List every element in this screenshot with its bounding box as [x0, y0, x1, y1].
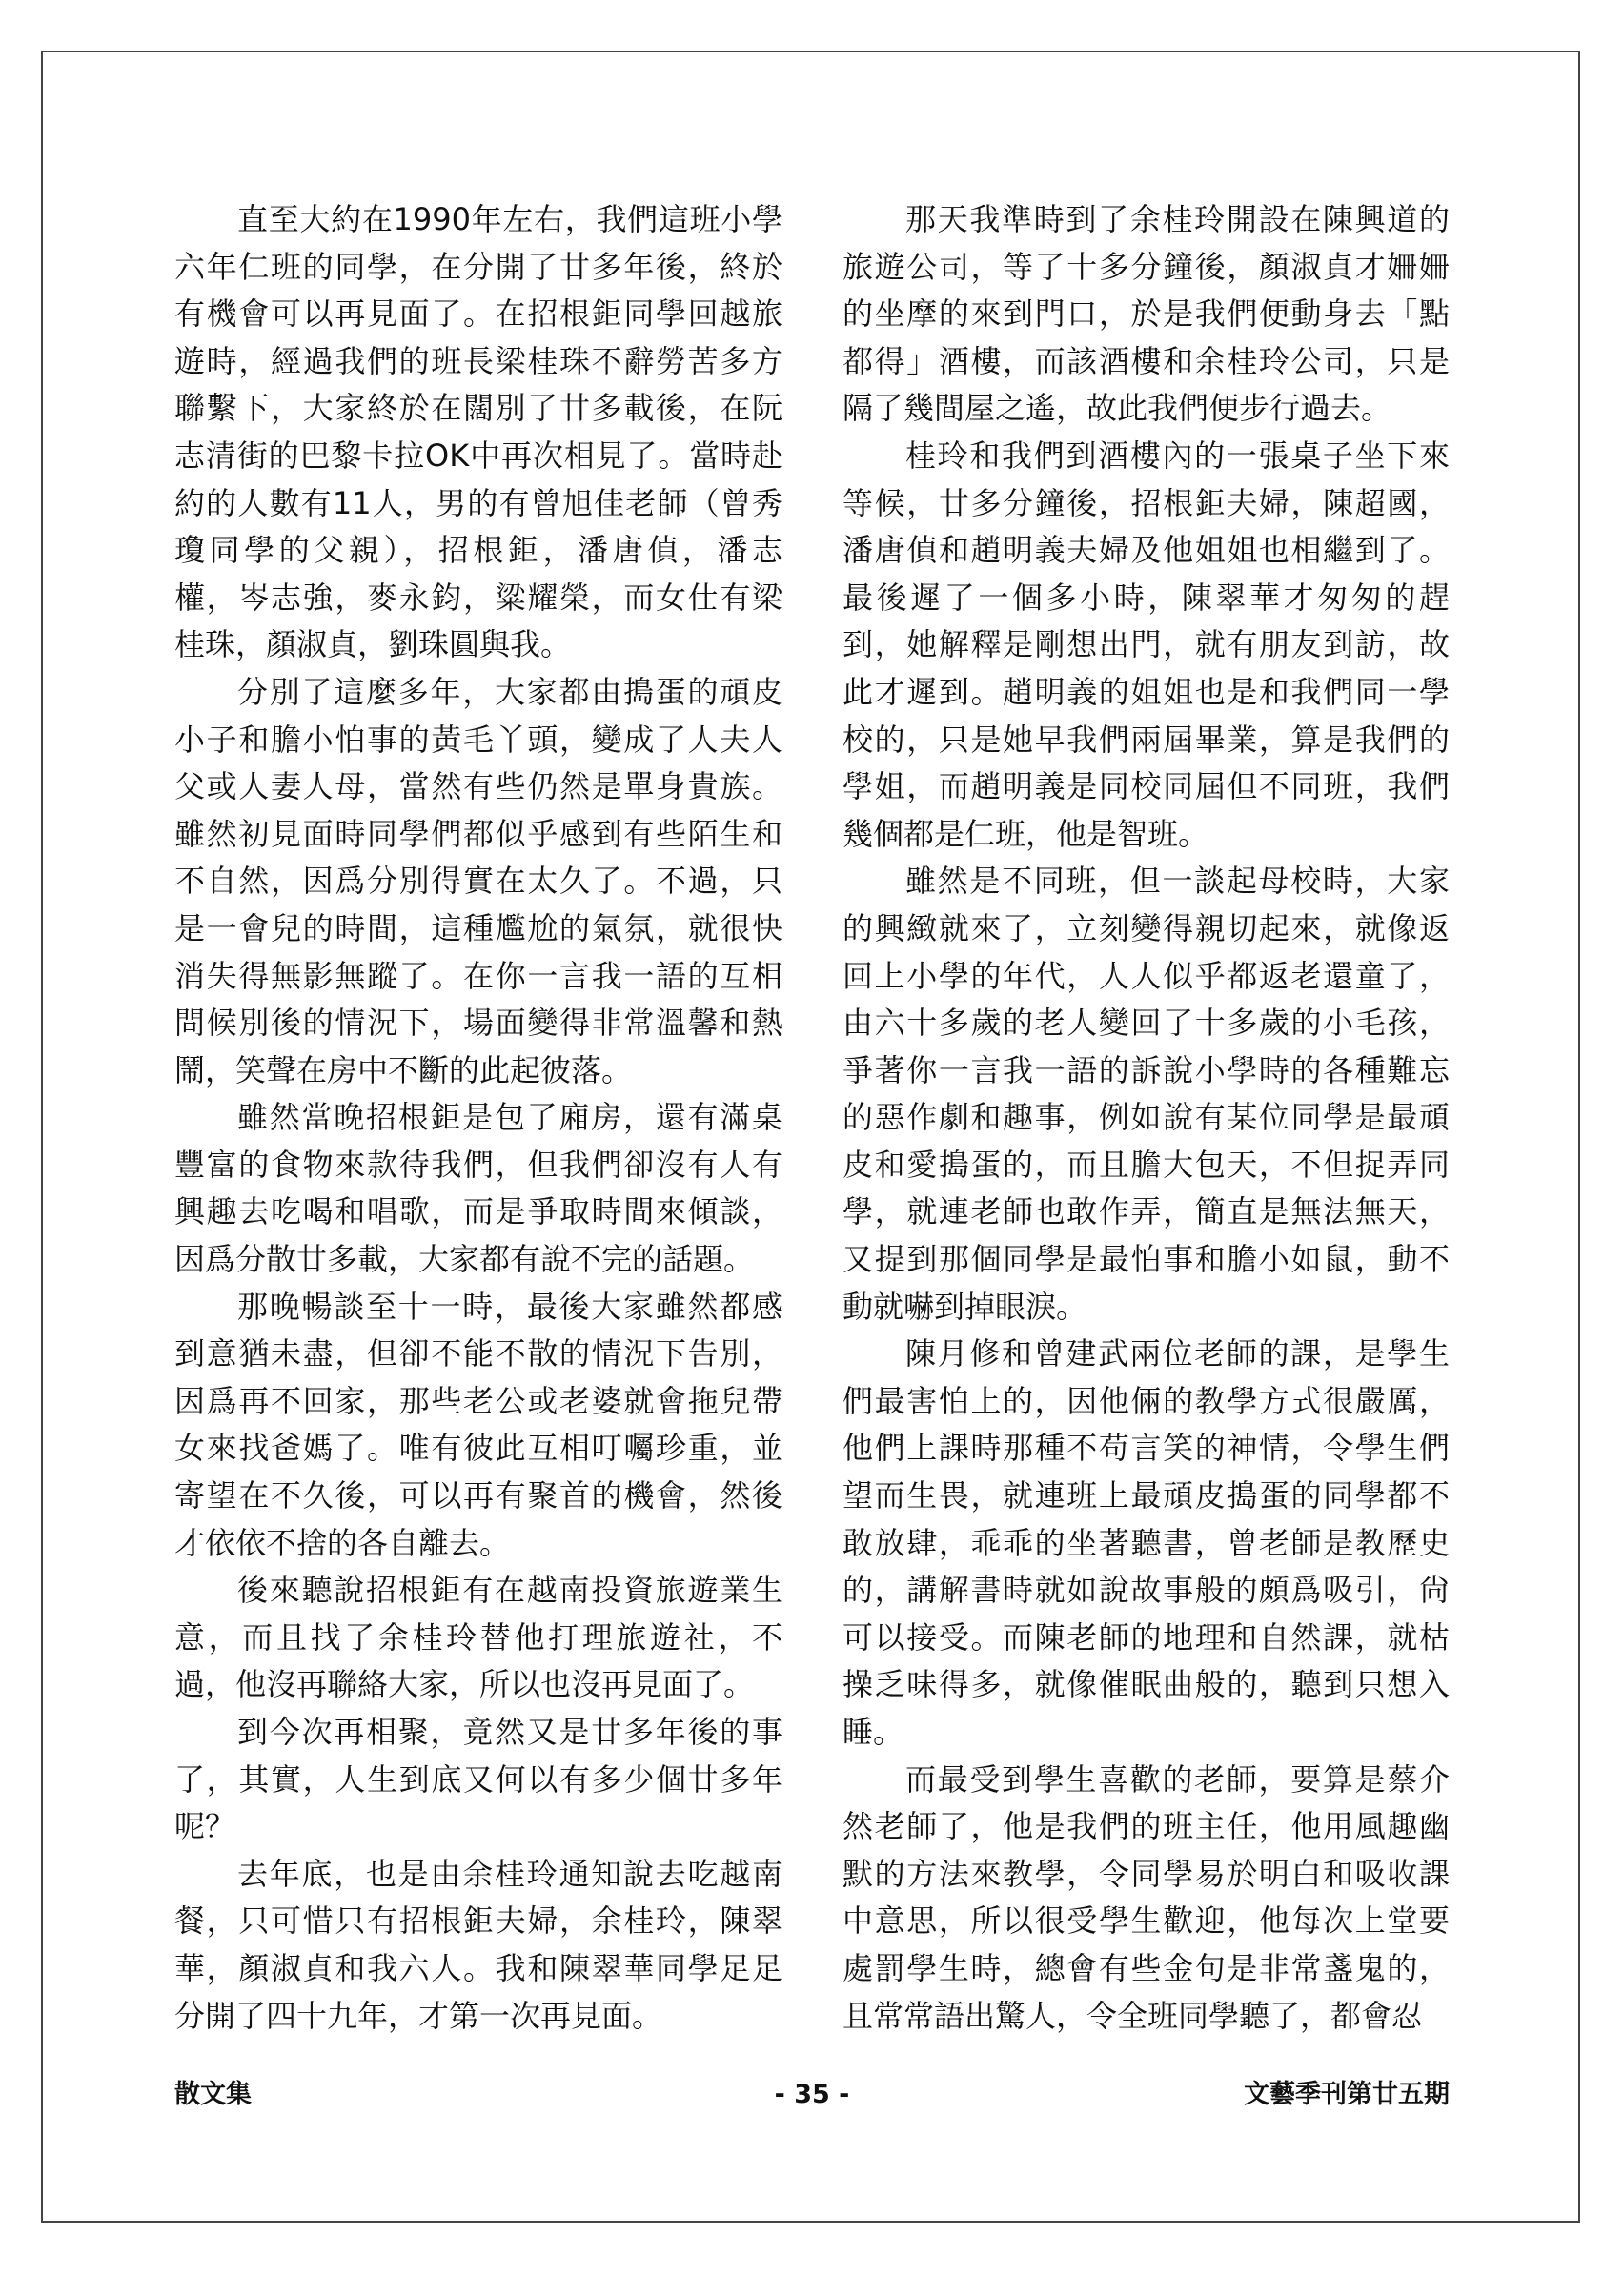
text-line: 權，岑志強，麥永鈞，粱耀榮，而女仕有梁: [174, 579, 782, 616]
text-line: 都得」酒樓，而該酒樓和余桂玲公司，只是: [842, 342, 1450, 379]
text-line: 寄望在不久後，可以再有聚首的機會，然後: [174, 1477, 782, 1515]
text-line: 六年仁班的同學，在分開了廿多年後，終於: [174, 248, 782, 285]
text-line: 陳月修和曾建武兩位老師的課，是學生: [905, 1335, 1450, 1372]
text-line: 有機會可以再見面了。在招根鉅同學回越旅: [174, 295, 782, 333]
text-line: 校的，只是她早我們兩屆畢業，算是我們的: [842, 721, 1450, 758]
text-line: 且常常語出驚人，令全班同學聽了，都會忍: [842, 1997, 1423, 2034]
text-line: 過，他沒再聯絡大家，所以也沒再見面了。: [174, 1666, 755, 1703]
text-line: 到，她解釋是剛想出門，就有朋友到訪，故: [842, 626, 1450, 663]
text-line: 敢放肆，乖乖的坐著聽書，曾老師是教歷史: [842, 1524, 1450, 1561]
paragraph: [842, 1331, 1450, 1756]
text-line: 他們上課時那種不苟言笑的神情，令學生們: [842, 1430, 1450, 1467]
paragraph: [842, 858, 1450, 1331]
text-line: 那晚暢談至十一時，最後大家雖然都感: [237, 1288, 782, 1325]
text-line: 的坐摩的來到門口，於是我們便動身去「點: [842, 295, 1450, 333]
text-line: 分別了這麼多年，大家都由搗蛋的頑皮: [237, 673, 782, 710]
paragraph: [174, 1851, 782, 2040]
text-line: 意，而且找了余桂玲替他打理旅遊社，不: [174, 1618, 782, 1656]
text-line: 學，就連老師也敢作弄，簡直是無法無天，: [842, 1193, 1450, 1230]
text-line: 默的方法來教學，令同學易於明白和吸收課: [842, 1855, 1450, 1892]
text-line: 操乏味得多，就像催眠曲般的，聽到只想入: [842, 1666, 1450, 1703]
text-line: 聯繫下，大家終於在闊別了廿多載後，在阮: [174, 390, 782, 427]
text-line: 可以接受。而陳老師的地理和自然課，就枯: [842, 1618, 1450, 1656]
text-line: 學姐，而趙明義是同校同屆但不同班，我們: [842, 768, 1450, 805]
paragraph: [174, 669, 782, 1094]
text-column-right: [842, 196, 1450, 2040]
text-line: 消失得無影無蹤了。在你一言我一語的互相: [174, 957, 782, 994]
text-line: 才依依不捨的各自離去。: [174, 1524, 511, 1561]
text-line: 中意思，所以很受學生歡迎，他每次上堂要: [842, 1902, 1450, 1940]
footer-page-number: - 35 -: [774, 2080, 850, 2109]
text-line: 潘唐偵和趙明義夫婦及他姐姐也相繼到了。: [842, 532, 1450, 569]
text-line: 此才遲到。趙明義的姐姐也是和我們同一學: [842, 673, 1450, 710]
text-line: 遊時，經過我們的班長梁桂珠不辭勞苦多方: [174, 342, 782, 379]
text-line: 們最害怕上的，因他倆的教學方式很嚴厲，: [842, 1382, 1450, 1419]
text-line: 的，講解書時就如說故事般的頗爲吸引，尙: [842, 1572, 1450, 1609]
footer-publication: 文藝季刊第廿五期: [1244, 2080, 1450, 2109]
text-line: 餐，只可惜只有招根鉅夫婦，余桂玲，陳翠: [174, 1902, 782, 1940]
text-line: 華，顏淑貞和我六人。我和陳翠華同學足足: [174, 1949, 782, 1986]
text-line: 桂珠，顏淑貞，劉珠圓與我。: [174, 626, 572, 663]
text-line: 約的人數有11人，男的有曾旭佳老師（曾秀: [174, 484, 782, 521]
text-line: 不自然，因爲分別得實在太久了。不過，只: [174, 863, 782, 900]
text-line: 的惡作劇和趣事，例如說有某位同學是最頑: [842, 1099, 1450, 1136]
text-line: 幾個都是仁班，他是智班。: [842, 815, 1209, 852]
text-line: 興趣去吃喝和唱歌，而是爭取時間來傾談，: [174, 1193, 782, 1230]
text-line: 後來聽說招根鉅有在越南投資旅遊業生: [237, 1572, 782, 1609]
paragraph: [174, 1567, 782, 1709]
text-line: 桂玲和我們到酒樓內的一張桌子坐下來: [905, 437, 1450, 474]
text-line: 到今次再相聚，竟然又是廿多年後的事: [237, 1714, 782, 1750]
text-line: 爭著你一言我一語的訴說小學時的各種難忘: [842, 1051, 1450, 1088]
text-line: 小子和膽小怕事的黃毛丫頭，變成了人夫人: [174, 721, 782, 758]
text-line: 雖然是不同班，但一談起母校時，大家: [905, 863, 1450, 900]
text-line: 呢？: [174, 1808, 236, 1845]
text-line: 睡。: [842, 1714, 904, 1750]
text-line: 了，其實，人生到底又何以有多少個廿多年: [174, 1760, 782, 1798]
text-line: 然老師了，他是我們的班主任，他用風趣幽: [842, 1808, 1450, 1845]
text-line: 志清街的巴黎卡拉OK中再次相見了。當時赴: [174, 437, 782, 474]
text-line: 父或人妻人母，當然有些仍然是單身貴族。: [174, 768, 782, 805]
text-line: 由六十多歲的老人變回了十多歲的小毛孩，: [842, 1005, 1450, 1042]
text-line: 鬧，笑聲在房中不斷的此起彼落。: [174, 1051, 633, 1088]
text-line: 雖然初見面時同學們都似乎感到有些陌生和: [174, 815, 782, 852]
text-line: 望而生畏，就連班上最頑皮搗蛋的同學都不: [842, 1477, 1450, 1515]
text-column-left: [174, 196, 782, 2040]
text-line: 又提到那個同學是最怕事和膽小如鼠，動不: [842, 1241, 1450, 1278]
text-line: 的興緻就來了，立刻變得親切起來，就像返: [842, 909, 1450, 946]
text-line: 問候別後的情況下，場面變得非常溫馨和熱: [174, 1005, 782, 1042]
text-line: 因爲再不回家，那些老公或老婆就會拖兒帶: [174, 1382, 782, 1419]
paragraph: [174, 196, 782, 669]
text-line: 女來找爸媽了。唯有彼此互相叮囑珍重，並: [174, 1430, 782, 1467]
text-line: 而最受到學生喜歡的老師，要算是蔡介: [905, 1760, 1450, 1798]
paragraph: [174, 1284, 782, 1568]
text-line: 到意猶未盡，但卻不能不散的情況下告別，: [174, 1335, 782, 1372]
text-line: 隔了幾間屋之遙，故此我們便步行過去。: [842, 390, 1392, 427]
paragraph: [174, 1709, 782, 1851]
paragraph: [174, 1094, 782, 1283]
text-line: 最後遲了一個多小時，陳翠華才匆匆的趕: [842, 579, 1450, 616]
text-line: 那天我準時到了余桂玲開設在陳興道的: [905, 201, 1450, 237]
text-line: 是一會兒的時間，這種尷尬的氣氛，就很快: [174, 909, 782, 946]
text-line: 豐富的食物來款待我們，但我們卻沒有人有: [174, 1146, 782, 1183]
text-line: 分開了四十九年，才第一次再見面。: [174, 1997, 663, 2034]
text-line: 瓊同學的父親），招根鉅，潘唐偵，潘志: [174, 532, 782, 569]
text-line: 皮和愛搗蛋的，而且膽大包天，不但捉弄同: [842, 1146, 1450, 1183]
paragraph: [842, 433, 1450, 858]
footer-section-title: 散文集: [174, 2080, 252, 2109]
paragraph: [842, 196, 1450, 433]
paragraph: [842, 1757, 1450, 2041]
text-line: 去年底，也是由余桂玲通知說去吃越南: [237, 1855, 782, 1892]
text-line: 等候，廿多分鐘後，招根鉅夫婦，陳超國，: [842, 484, 1450, 521]
text-line: 雖然當晚招根鉅是包了廂房，還有滿桌: [237, 1099, 782, 1136]
text-line: 旅遊公司，等了十多分鐘後，顏淑貞才姍姍: [842, 248, 1450, 285]
text-line: 動就嚇到掉眼淚。: [842, 1288, 1087, 1325]
text-line: 處罰學生時，總會有些金句是非常盞鬼的，: [842, 1949, 1450, 1986]
text-line: 因爲分散廿多載，大家都有說不完的話題。: [174, 1241, 755, 1278]
text-line: 回上小學的年代，人人似乎都返老還童了，: [842, 957, 1450, 994]
text-line: 直至大約在1990年左右，我們這班小學: [237, 201, 782, 237]
